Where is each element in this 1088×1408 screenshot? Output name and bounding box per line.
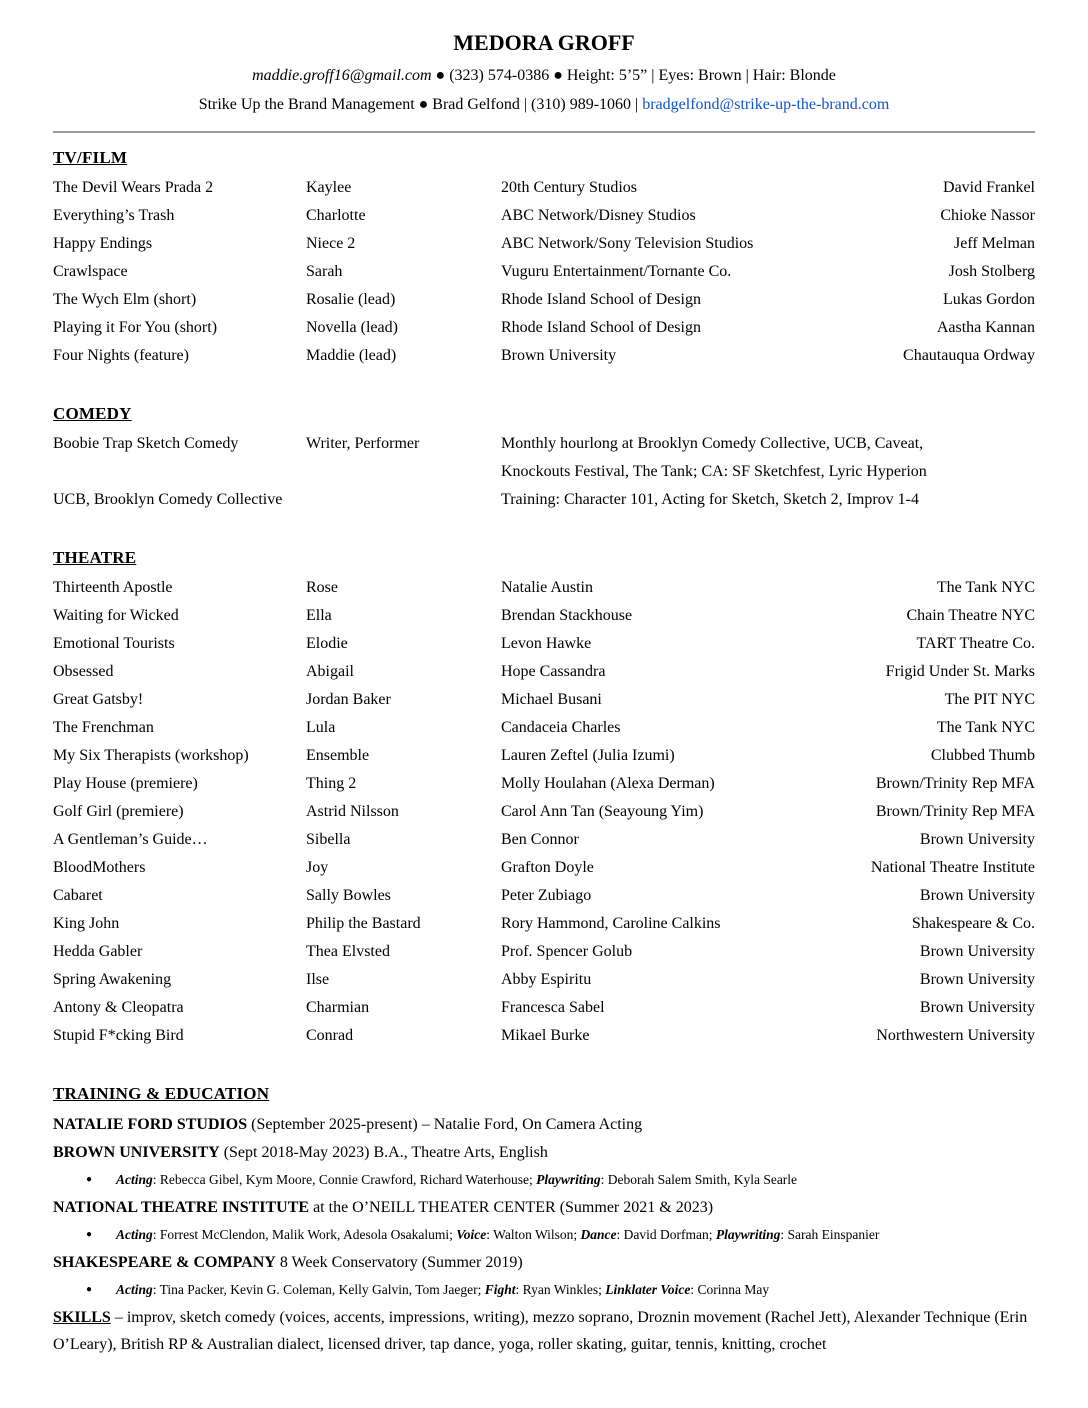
training-bullet (53, 1221, 1035, 1249)
comedy-group: Boobie Trap Sketch Comedy (53, 435, 239, 452)
section-theatre (53, 548, 1035, 1050)
credit-title: Hedda Gabler (53, 943, 143, 960)
discipline-label: Linklater Voice (605, 1282, 691, 1297)
credit-title: BloodMothers (53, 859, 146, 876)
credit-row (53, 574, 1035, 602)
credit-role: Conrad (306, 1027, 354, 1044)
training-item (53, 1111, 1035, 1139)
training-bullet (53, 1166, 1035, 1194)
credit-director: Aastha Kannan (936, 319, 1035, 336)
credit-role: Rosalie (lead) (306, 291, 396, 308)
credit-venue: Clubbed Thumb (930, 747, 1035, 764)
credit-title: The Devil Wears Prada 2 (53, 179, 214, 196)
credit-role: Ella (306, 607, 332, 624)
credit-title: King John (53, 915, 120, 932)
discipline-label: Playwriting (715, 1227, 781, 1242)
credit-title: Golf Girl (premiere) (53, 803, 184, 820)
credit-venue: Brown/Trinity Rep MFA (875, 775, 1035, 792)
discipline-label: Acting (116, 1227, 153, 1242)
comedy-detail: Knockouts Festival, The Tank; CA: SF Sketchfest, Lyric Hyperion (501, 463, 927, 480)
credit-director-name: Francesca Sabel (501, 999, 605, 1016)
credit-director-name: Carol Ann Tan (Seayoung Yim) (501, 803, 704, 820)
comedy-role (306, 486, 501, 514)
credit-title: The Wych Elm (short) (53, 291, 197, 308)
instructor-names: : Forrest McClendon, Malik Work, Adesola Osakalumi; (152, 1227, 457, 1242)
personal-email: maddie.groff16@gmail.com (252, 67, 432, 84)
credit-venue: Brown University (919, 943, 1035, 960)
comedy-table (53, 430, 1035, 514)
credit-role: Ilse (306, 971, 330, 988)
credit-role: Astrid Nilsson (306, 803, 399, 820)
credit-company: Rhode Island School of Design (501, 319, 701, 336)
comedy-row (53, 458, 1035, 486)
credit-venue: The Tank NYC (936, 719, 1035, 736)
credit-role: Sarah (306, 263, 343, 280)
credit-title: The Frenchman (53, 719, 154, 736)
school-detail: (September 2025-present) – Natalie Ford, On Camera Acting (247, 1116, 643, 1133)
training-item (53, 1249, 1035, 1277)
instructor-names: : Tina Packer, Kevin G. Coleman, Kelly Galvin, Tom Jaeger; (152, 1282, 485, 1297)
school-detail: 8 Week Conservatory (Summer 2019) (275, 1253, 523, 1271)
comedy-detail: Monthly hourlong at Brooklyn Comedy Collective, UCB, Caveat, (501, 435, 924, 452)
credit-row (53, 686, 1035, 714)
credit-title: Obsessed (53, 663, 114, 680)
credit-row (53, 910, 1035, 938)
credit-row (53, 854, 1035, 882)
credit-director-name: Prof. Spencer Golub (501, 943, 633, 960)
credit-role: Elodie (306, 635, 348, 652)
discipline-label: Fight (484, 1282, 516, 1297)
training-item (53, 1194, 1035, 1222)
instructor-names: : David Dorfman; (616, 1227, 716, 1242)
credit-title: My Six Therapists (workshop) (53, 747, 249, 764)
credit-venue: Brown/Trinity Rep MFA (875, 803, 1035, 820)
header-divider (53, 131, 1035, 133)
credit-title: Thirteenth Apostle (53, 579, 173, 596)
credit-company: ABC Network/Disney Studios (501, 207, 696, 224)
credit-title: Everything’s Trash (53, 207, 175, 224)
instructor-names: : Corinna May (690, 1282, 770, 1297)
instructor-names: : Walton Wilson; (486, 1227, 581, 1242)
credit-row (53, 798, 1035, 826)
instructor-names: : Sarah Einspanier (780, 1227, 880, 1242)
credit-venue: National Theatre Institute (870, 859, 1035, 876)
credit-role: Maddie (lead) (306, 347, 397, 364)
credit-row (53, 202, 1035, 230)
credit-role: Joy (306, 859, 329, 876)
comedy-group (53, 458, 306, 486)
credit-title: Waiting for Wicked (53, 607, 179, 624)
credit-venue: TART Theatre Co. (916, 635, 1035, 652)
credit-title: Emotional Tourists (53, 635, 175, 652)
credit-venue: Brown University (919, 999, 1035, 1016)
bullet-icon: ● (86, 1284, 93, 1295)
section-title-theatre: THEATRE (53, 548, 137, 567)
credit-director: Lukas Gordon (943, 291, 1035, 308)
section-tv-film (53, 148, 1035, 370)
tv-film-table (53, 174, 1035, 370)
credit-role: Niece 2 (306, 235, 356, 252)
credit-director-name: Lauren Zeftel (Julia Izumi) (501, 747, 675, 764)
credit-venue: The PIT NYC (944, 691, 1035, 708)
credit-venue: Shakespeare & Co. (911, 915, 1035, 932)
credit-venue: Frigid Under St. Marks (885, 663, 1035, 680)
credit-row (53, 258, 1035, 286)
comedy-row (53, 430, 1035, 458)
credit-title: A Gentleman’s Guide… (53, 831, 208, 848)
comedy-detail: Training: Character 101, Acting for Sketch, Sketch 2, Improv 1-4 (501, 491, 919, 508)
credit-director-name: Molly Houlahan (Alexa Derman) (501, 775, 715, 792)
discipline-label: Dance (580, 1227, 617, 1242)
credit-role: Charlotte (306, 207, 366, 224)
credit-title: Antony & Cleopatra (53, 999, 184, 1016)
credit-row (53, 826, 1035, 854)
credit-venue: Brown University (919, 971, 1035, 988)
skills-text: – improv, sketch comedy (voices, accents, impressions, writing), mezzo soprano, Droznin movement (Rachel Jett), Alexander Technique (Erin O’Leary), British RP & Australian dialect, licensed driver, tap dance, yoga, roller skating, guitar, tennis, knitting, crochet (53, 1308, 1028, 1353)
school-detail: at the O’NEILL THEATER CENTER (Summer 2021 & 2023) (309, 1198, 714, 1216)
credit-row (53, 938, 1035, 966)
credit-venue: Chain Theatre NYC (906, 607, 1035, 624)
training-list (53, 1111, 1035, 1359)
credit-row (53, 630, 1035, 658)
credit-venue: Brown University (919, 831, 1035, 848)
section-title-tv-film: TV/FILM (53, 148, 128, 167)
instructor-names: : Deborah Salem Smith, Kyla Searle (600, 1172, 798, 1187)
credit-director-name: Brendan Stackhouse (501, 607, 633, 624)
credit-role: Abigail (306, 663, 354, 680)
credit-row (53, 174, 1035, 202)
credit-director-name: Levon Hawke (501, 635, 592, 652)
credit-row (53, 994, 1035, 1022)
credit-venue: Northwestern University (876, 1027, 1035, 1044)
credit-row (53, 882, 1035, 910)
credit-director: David Frankel (943, 179, 1035, 196)
section-title-comedy: COMEDY (53, 404, 132, 423)
credit-title: Four Nights (feature) (53, 347, 189, 364)
school-name: NATALIE FORD STUDIOS (53, 1116, 248, 1133)
comedy-group: UCB, Brooklyn Comedy Collective (53, 491, 283, 508)
credit-director: Chautauqua Ordway (903, 347, 1035, 364)
credit-director: Josh Stolberg (948, 263, 1035, 280)
credit-title: Cabaret (53, 887, 103, 904)
school-detail: (Sept 2018-May 2023) B.A., Theatre Arts, English (219, 1143, 548, 1161)
credit-row (53, 342, 1035, 370)
credit-company: Brown University (501, 347, 617, 364)
credit-title: Play House (premiere) (53, 775, 198, 792)
training-bullet (53, 1276, 1035, 1304)
page-title: MEDORA GROFF (453, 30, 635, 55)
credit-title: Great Gatsby! (53, 691, 144, 708)
credit-title: Happy Endings (53, 235, 153, 252)
credit-row (53, 230, 1035, 258)
credit-title: Playing it For You (short) (53, 319, 218, 336)
discipline-label: Voice (456, 1227, 487, 1242)
credit-director-name: Peter Zubiago (501, 887, 592, 904)
credit-role: Novella (lead) (306, 319, 398, 336)
section-comedy (53, 404, 1035, 514)
credit-role: Philip the Bastard (306, 915, 421, 932)
school-name: NATIONAL THEATRE INSTITUTE (53, 1198, 310, 1216)
credit-row (53, 714, 1035, 742)
credit-role: Thing 2 (306, 775, 357, 792)
credit-role: Kaylee (306, 179, 352, 196)
credit-director-name: Mikael Burke (501, 1027, 590, 1044)
credit-role: Sally Bowles (306, 887, 391, 904)
credit-director-name: Natalie Austin (501, 579, 593, 596)
school-name: BROWN UNIVERSITY (53, 1143, 220, 1161)
credit-director-name: Candaceia Charles (501, 719, 621, 736)
credit-director-name: Grafton Doyle (501, 859, 594, 876)
credit-row (53, 770, 1035, 798)
credit-row (53, 1022, 1035, 1050)
credit-role: Rose (306, 579, 338, 596)
credit-role: Lula (306, 719, 336, 736)
credit-director-name: Rory Hammond, Caroline Calkins (501, 915, 721, 932)
credit-role: Sibella (306, 831, 351, 848)
credit-company: Vuguru Entertainment/Tornante Co. (501, 263, 732, 280)
credit-company: Rhode Island School of Design (501, 291, 701, 308)
theatre-table (53, 574, 1035, 1050)
credit-director: Chioke Nassor (940, 207, 1035, 224)
credit-row (53, 966, 1035, 994)
comedy-row (53, 486, 1035, 514)
agent-email-link[interactable]: bradgelfond@strike-up-the-brand.com (642, 96, 890, 113)
credit-row (53, 742, 1035, 770)
comedy-role (306, 458, 501, 486)
instructor-names: : Rebecca Gibel, Kym Moore, Connie Crawford, Richard Waterhouse; (152, 1172, 537, 1187)
contact-line (53, 61, 1035, 90)
comedy-role: Writer, Performer (306, 435, 420, 452)
training-item (53, 1139, 1035, 1167)
school-name: SHAKESPEARE & COMPANY (53, 1253, 276, 1271)
contact-details: ● (323) 574-0386 ● Height: 5’5” | Eyes: Brown | Hair: Blonde (431, 67, 836, 84)
section-title-training: TRAINING & EDUCATION (53, 1084, 270, 1103)
credit-row (53, 658, 1035, 686)
section-training (53, 1084, 1035, 1359)
management-line (53, 90, 1035, 119)
credit-role: Charmian (306, 999, 370, 1016)
credit-row (53, 602, 1035, 630)
skills-title: SKILLS (53, 1308, 111, 1326)
credit-director-name: Hope Cassandra (501, 663, 606, 680)
credit-director-name: Ben Connor (501, 831, 579, 848)
masthead (53, 30, 1035, 119)
bullet-icon: ● (86, 1229, 93, 1240)
credit-role: Jordan Baker (306, 691, 391, 708)
credit-director-name: Michael Busani (501, 691, 602, 708)
credit-row (53, 314, 1035, 342)
credit-title: Crawlspace (53, 263, 128, 280)
credit-row (53, 286, 1035, 314)
credit-company: ABC Network/Sony Television Studios (501, 235, 754, 252)
bullet-icon: ● (86, 1174, 93, 1185)
skills-line (53, 1304, 1035, 1359)
credit-title: Stupid F*cking Bird (53, 1027, 184, 1044)
credit-venue: Brown University (919, 887, 1035, 904)
credit-venue: The Tank NYC (936, 579, 1035, 596)
credit-director-name: Abby Espiritu (501, 971, 592, 988)
credit-title: Spring Awakening (53, 971, 172, 988)
credit-role: Thea Elvsted (306, 943, 390, 960)
discipline-label: Acting (116, 1172, 153, 1187)
management-details: Strike Up the Brand Management ● Brad Gelfond | (310) 989-1060 | (198, 96, 643, 113)
discipline-label: Playwriting (536, 1172, 601, 1187)
discipline-label: Acting (116, 1282, 153, 1297)
credit-company: 20th Century Studios (501, 179, 638, 196)
credit-director: Jeff Melman (953, 235, 1035, 252)
instructor-names: : Ryan Winkles; (515, 1282, 606, 1297)
credit-role: Ensemble (306, 747, 370, 764)
